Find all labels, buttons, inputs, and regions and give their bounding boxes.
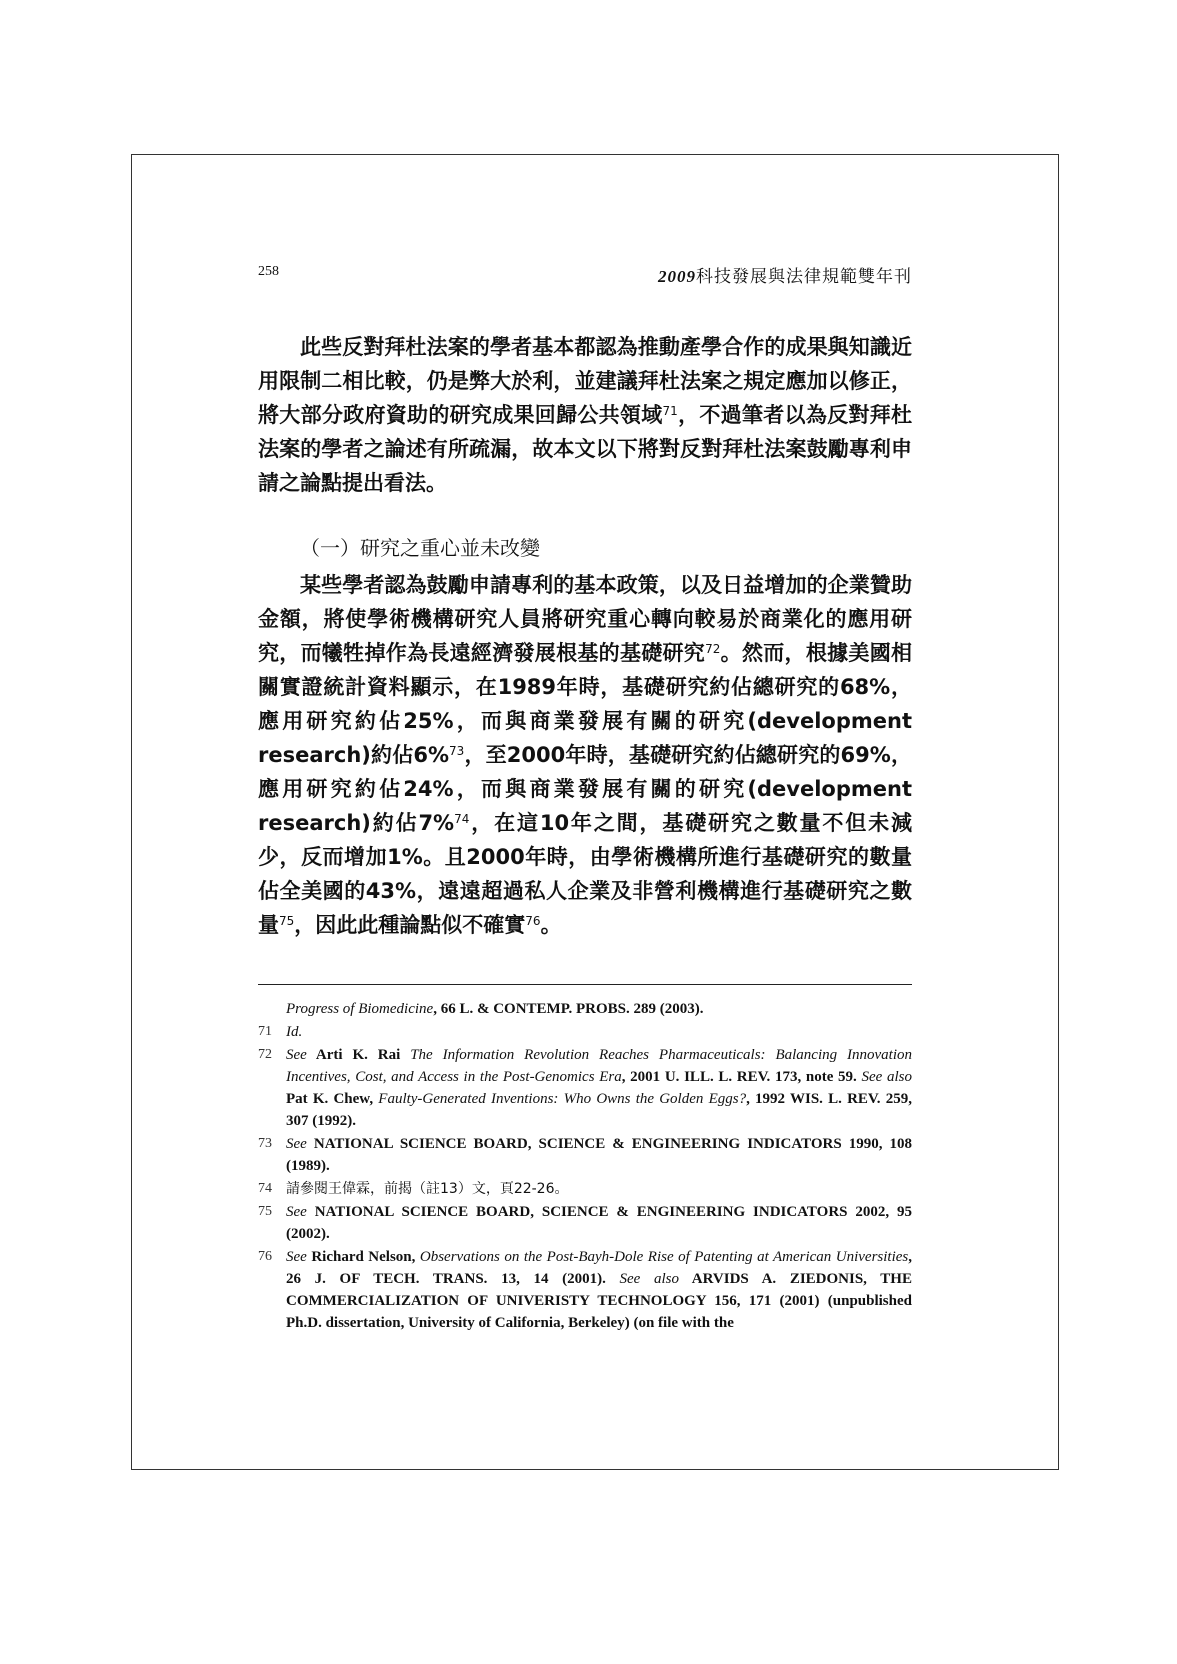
footnote-75-signal: See	[286, 1204, 307, 1220]
footnote-separator	[258, 984, 912, 985]
running-head	[658, 262, 912, 287]
footnote-72-signal: See	[286, 1047, 307, 1063]
paragraph-1-text-b: ，不過筆者以為反對拜杜法案的學者之論述有所疏漏，故本文以下將對反對拜杜法案鼓勵專利申請之論點提出看法。	[258, 403, 913, 495]
footnote-72-author: Arti K. Rai	[306, 1047, 411, 1063]
footnote-76-cite-2: ARVIDS A. ZIEDONIS, THE COMMERCIALIZATION OF UNIVERISTY TECHNOLOGY 156, 171 (2001) (unpublished Ph.D. dissertation, University of California, Berkeley) (on file with the	[286, 1271, 912, 1331]
footnote-ref-72[interactable]: 72	[705, 642, 721, 656]
footnote-71	[258, 1021, 912, 1043]
footnote-ref-75[interactable]: 75	[279, 914, 295, 928]
footnote-73-signal: See	[286, 1136, 307, 1152]
paragraph-2-text-4: ，在這10年之間，基礎研究之數量不但未減少，反而增加1%。且2000年時，由學術機構所進行基礎研究的數量佔全美國的43%，遠遠超過私人企業及非營利機構進行基礎研究之數量	[258, 811, 912, 937]
paragraph-2	[258, 568, 912, 942]
section-heading: （一）研究之重心並未改變	[300, 536, 540, 560]
footnote-76-author: Richard Nelson,	[306, 1249, 420, 1265]
footnote-72	[258, 1044, 912, 1132]
footnote-72-cite-2: , 1992 WIS. L. REV. 259, 307 (1992).	[286, 1091, 913, 1129]
paragraph-2-text-1: 某些學者認為鼓勵申請專利的基本政策，以及日益增加的企業贊助金額，將使學術機構研究人員將研究重心轉向較易於商業化的應用研究，而犧牲掉作為長遠經濟發展根基的基礎研究	[258, 573, 912, 665]
footnote-number: 74	[258, 1181, 272, 1196]
footnote-continued	[258, 998, 912, 1020]
footnote-continued-title: Progress of Biomedicine	[286, 1001, 434, 1017]
footnote-72-cite: , 2001 U. ILL. L. REV. 173, note 59.	[621, 1069, 862, 1085]
footnote-number: 72	[258, 1047, 272, 1062]
paragraph-2-text-2: 。然而，根據美國相關實證統計資料顯示，在1989年時，基礎研究約佔總研究的68%，應用研究約佔25%，而與商業發展有關的研究(development research)約佔6%	[258, 641, 913, 767]
page-number: 258	[258, 264, 279, 279]
footnote-74-text: 請參閱王偉霖，前揭（註13）文，頁22-26。	[286, 1181, 569, 1197]
journal-title: 科技發展與法律規範雙年刊	[696, 267, 912, 287]
journal-year: 2009	[658, 267, 696, 286]
footnote-75	[258, 1201, 912, 1245]
footnote-76-signal-2: See also	[619, 1271, 679, 1287]
paragraph-2-text-6: 。	[540, 913, 562, 937]
footnote-ref-76[interactable]: 76	[525, 914, 541, 928]
paragraph-2-text-3: ，至2000年時，基礎研究約佔總研究的69%，應用研究約佔24%，而與商業發展有關的研究(development research)約佔7%	[258, 743, 912, 835]
footnote-72-title-2: Faulty-Generated Inventions: Who Owns the Golden Eggs?	[378, 1091, 747, 1107]
paragraph-1	[258, 330, 912, 500]
footnote-ref-71[interactable]: 71	[662, 404, 678, 418]
footnote-number: 76	[258, 1249, 272, 1264]
page-header	[258, 262, 912, 286]
footnote-76	[258, 1246, 912, 1334]
footnote-76-cite: , 26 J. OF TECH. TRANS. 13, 14 (2001).	[286, 1249, 912, 1287]
footnote-76-signal: See	[286, 1249, 307, 1265]
footnote-72-author-2: Pat K. Chew,	[286, 1091, 379, 1107]
footnote-73-cite: NATIONAL SCIENCE BOARD, SCIENCE & ENGINEERING INDICATORS 1990, 108 (1989).	[286, 1136, 912, 1174]
footnote-76-title: Observations on the Post-Bayh-Dole Rise of Patenting at American Universities	[419, 1249, 909, 1265]
footnote-number: 73	[258, 1136, 272, 1151]
footnote-71-text: Id.	[286, 1024, 303, 1040]
paragraph-1-text-a: 此些反對拜杜法案的學者基本都認為推動產學合作的成果與知識近用限制二相比較，仍是弊大於利，並建議拜杜法案之規定應加以修正，將大部分政府資助的研究成果回歸公共領域	[258, 335, 912, 427]
footnote-74	[258, 1178, 912, 1200]
footnote-72-signal-2: See also	[861, 1069, 912, 1085]
footnote-number: 75	[258, 1204, 272, 1219]
footnote-continued-cite: , 66 L. & CONTEMP. PROBS. 289 (2003).	[433, 1001, 704, 1017]
footnote-72-title: The Information Revolution Reaches Pharmaceuticals: Balancing Innovation Incentives, Cost, and Access in the Post-Genomics Era	[286, 1047, 913, 1085]
footnote-number: 71	[258, 1024, 272, 1039]
footnotes	[258, 998, 912, 1335]
footnote-73	[258, 1133, 912, 1177]
paragraph-2-text-5: ，因此此種論點似不確實	[294, 913, 526, 937]
footnote-75-cite: NATIONAL SCIENCE BOARD, SCIENCE & ENGINEERING INDICATORS 2002, 95 (2002).	[286, 1204, 912, 1242]
footnote-ref-73[interactable]: 73	[449, 744, 465, 758]
footnote-ref-74[interactable]: 74	[454, 812, 470, 826]
